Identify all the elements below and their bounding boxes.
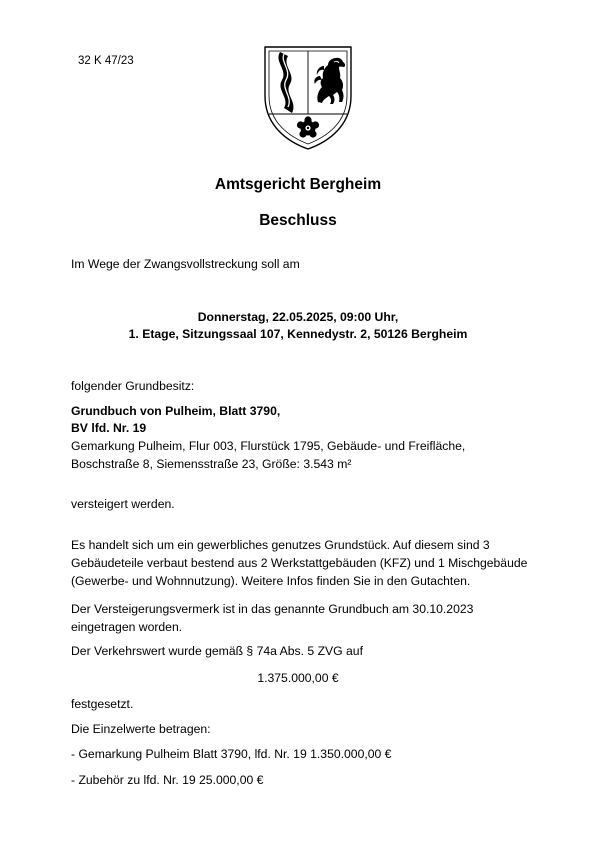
hearing-location: 1. Etage, Sitzungssaal 107, Kennedystr. 2, 50126 Bergheim — [128, 327, 468, 341]
parcel-line-2: Boschstraße 8, Siemensstraße 23, Größe: 3.543 m² — [71, 457, 352, 471]
auction-phrase: versteigert werden. — [71, 497, 175, 511]
individual-value-item: - Gemarkung Pulheim Blatt 3790, lfd. Nr. 19 1.350.000,00 € — [71, 747, 392, 761]
market-value-intro: Der Verkehrswert wurde gemäß § 74a Abs. 5 ZVG auf — [71, 644, 363, 658]
nrw-coat-of-arms-icon — [262, 44, 354, 152]
intro-text: Im Wege der Zwangsvollstreckung soll am — [71, 257, 300, 271]
description-line: Gebäudeteile verbaut bestend aus 2 Werkstattgebäuden (KFZ) und 1 Mischgebäude — [71, 556, 528, 570]
parcel-line-1: Gemarkung Pulheim, Flur 003, Flurstück 1795, Gebäude- und Freifläche, — [71, 439, 466, 453]
registration-line: Der Versteigerungsvermerk ist in das genannte Grundbuch am 30.10.2023 — [71, 602, 474, 616]
individual-values-intro: Die Einzelwerte betragen: — [71, 722, 211, 736]
market-value: 1.375.000,00 € — [257, 671, 339, 685]
file-number: 32 K 47/23 — [78, 55, 134, 67]
registration-line: eingetragen worden. — [71, 620, 183, 634]
bv-number: BV lfd. Nr. 19 — [71, 421, 147, 435]
individual-value-item: - Zubehör zu lfd. Nr. 19 25.000,00 € — [71, 773, 264, 787]
land-register: Grundbuch von Pulheim, Blatt 3790, — [71, 404, 281, 418]
description-line: Es handelt sich um ein gewerbliches genutzes Grundstück. Auf diesem sind 3 — [71, 538, 490, 552]
description-line: (Gewerbe- und Wohnnutzung). Weitere Infos finden Sie in den Gutachten. — [71, 574, 471, 588]
hearing-date: Donnerstag, 22.05.2025, 09:00 Uhr, — [197, 310, 399, 324]
court-name: Amtsgericht Bergheim — [214, 176, 382, 193]
document-title: Beschluss — [259, 212, 337, 229]
property-intro: folgender Grundbesitz: — [71, 379, 195, 393]
fixed-phrase: festgesetzt. — [71, 697, 134, 711]
